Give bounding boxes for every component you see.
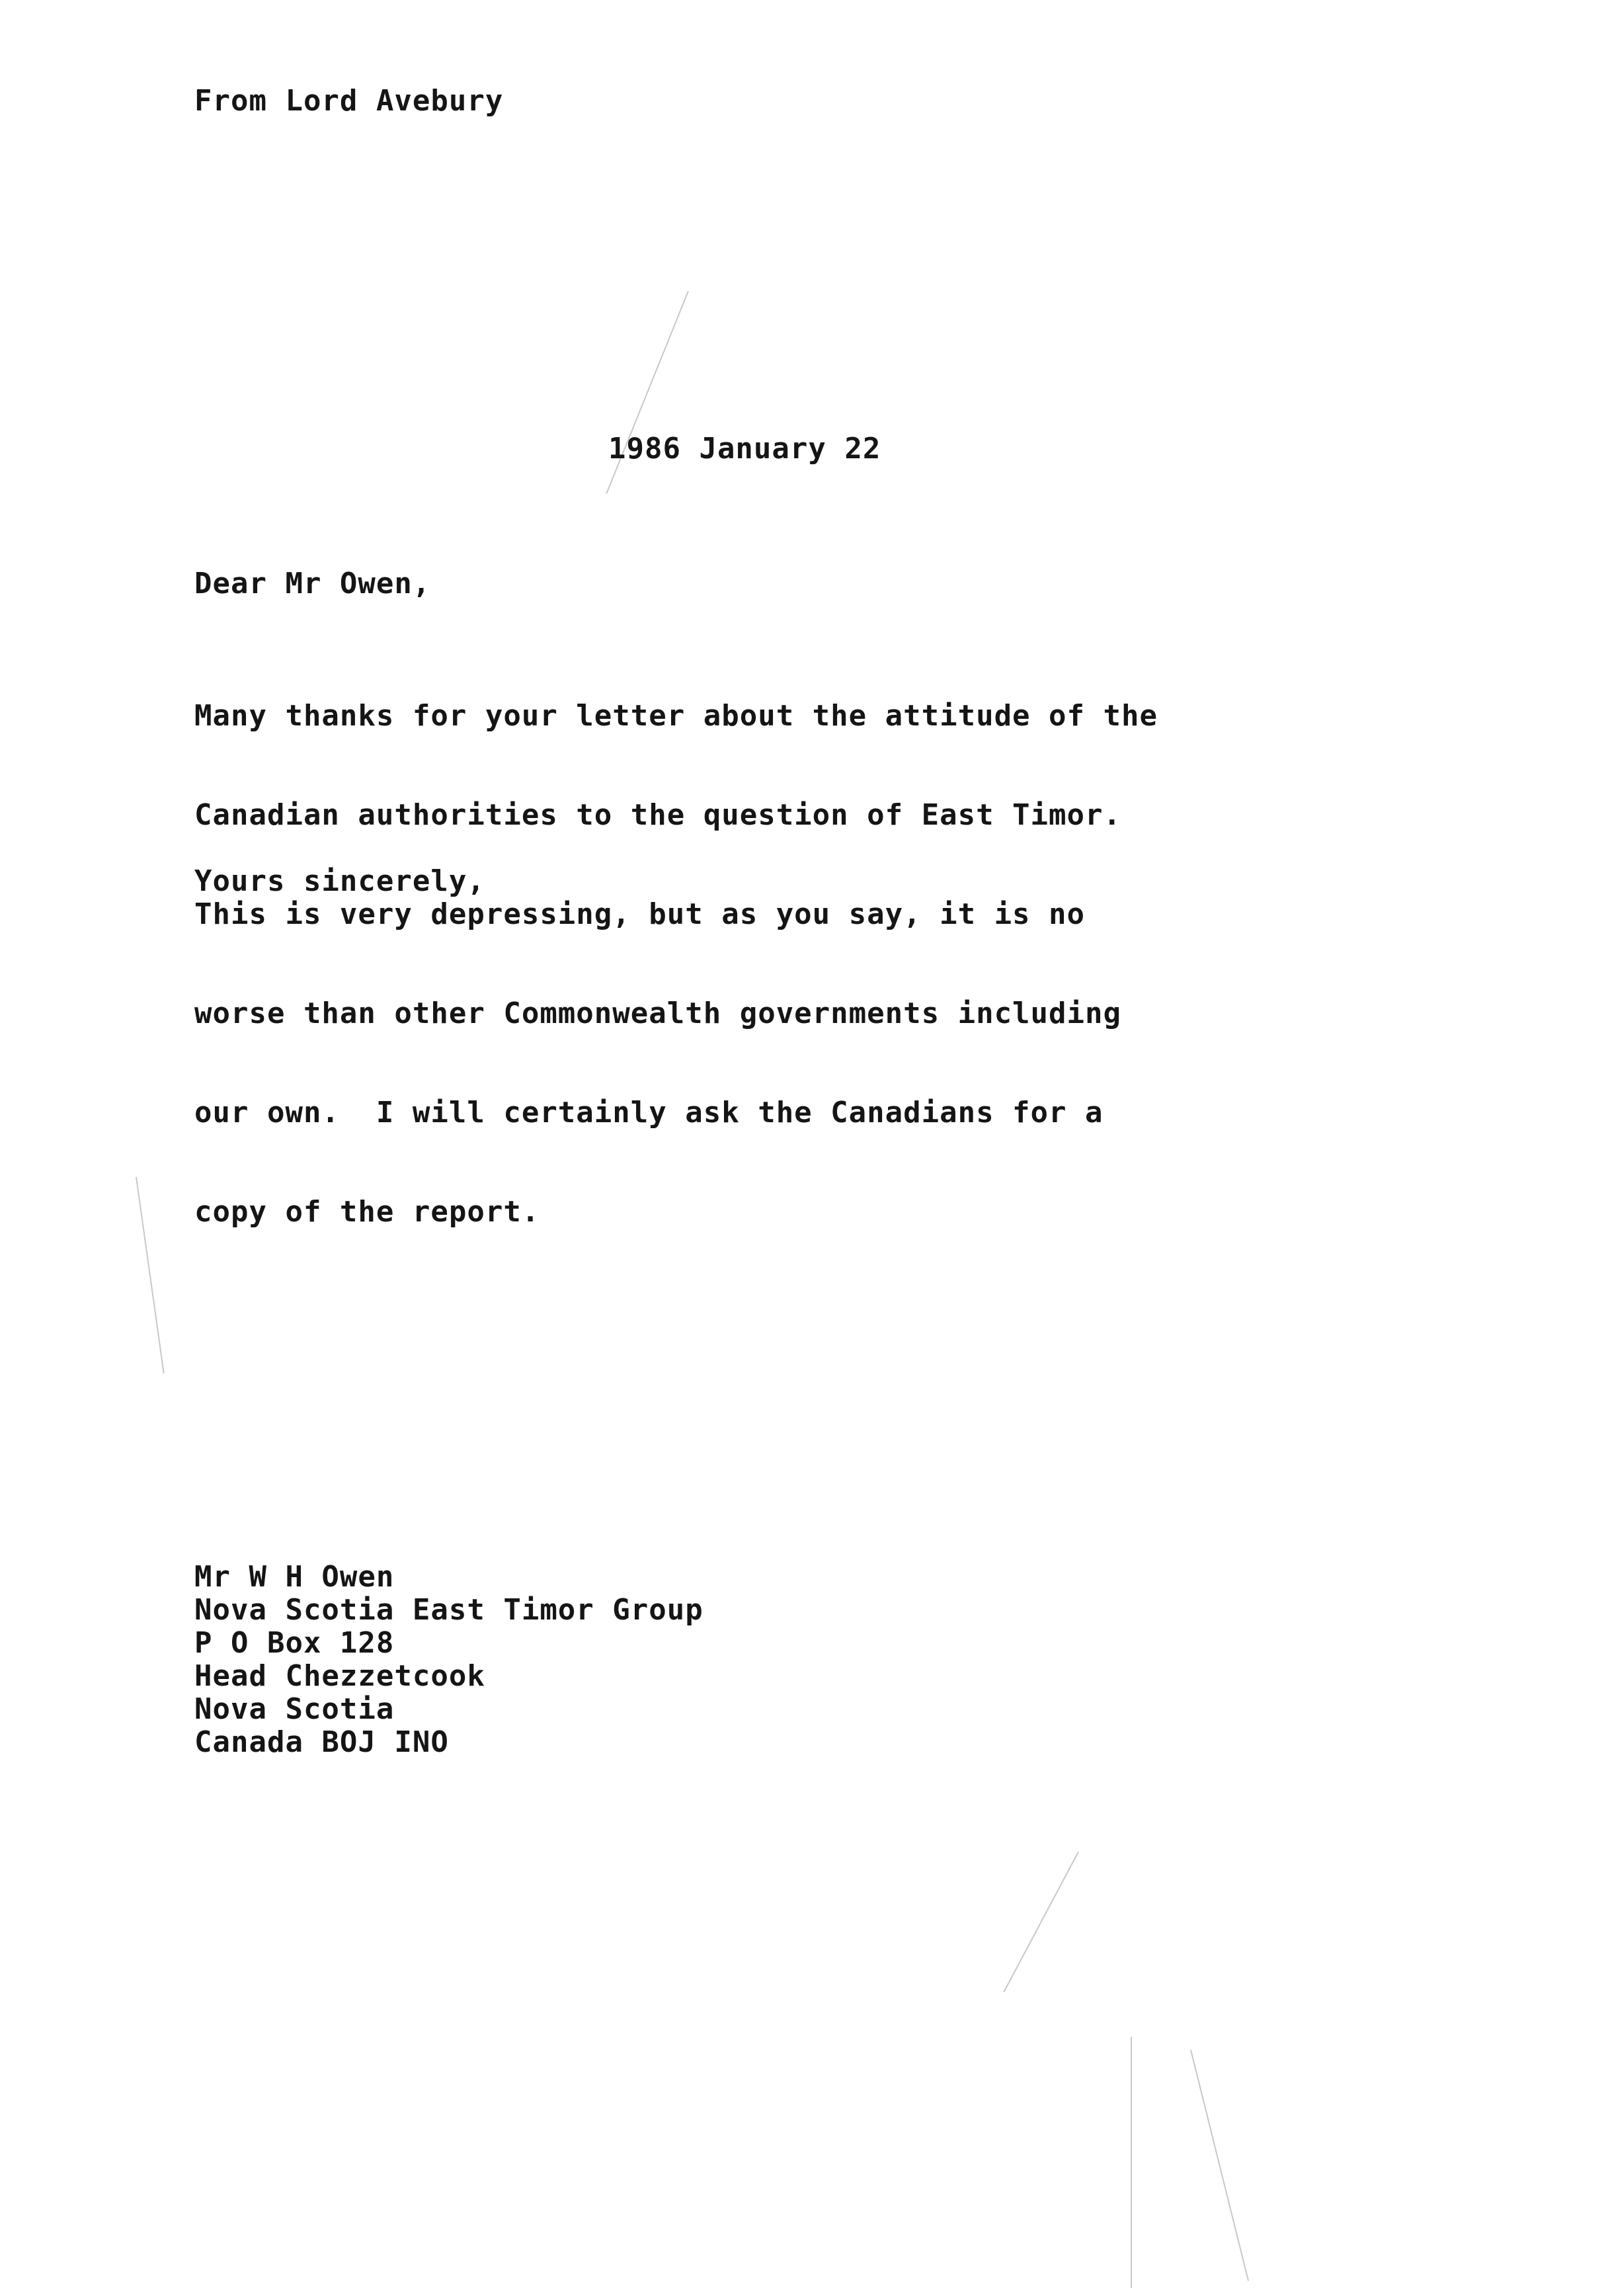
letter-date: 1986 January 22	[608, 432, 881, 466]
closing: Yours sincerely,	[194, 864, 485, 898]
salutation: Dear Mr Owen,	[194, 567, 431, 600]
body-line: our own. I will certainly ask the Canadians for a	[194, 1096, 1104, 1129]
scan-artifact	[1190, 2050, 1249, 2281]
body-line: Canadian authorities to the question of East Timor.	[194, 798, 1122, 832]
letter-body	[194, 634, 1158, 1295]
address-line: P O Box 128	[194, 1626, 395, 1660]
recipient-address	[194, 1561, 704, 1759]
address-line: Canada BOJ INO	[194, 1725, 449, 1759]
scan-artifact	[136, 1177, 165, 1374]
address-line: Nova Scotia	[194, 1692, 395, 1726]
body-line: This is very depressing, but as you say, it is no	[194, 897, 1086, 931]
body-line: worse than other Commonwealth governments including	[194, 997, 1122, 1030]
scan-artifact	[1131, 2037, 1132, 2288]
body-line: Many thanks for your letter about the attitude of the	[194, 699, 1158, 733]
address-line: Head Chezzetcook	[194, 1659, 485, 1693]
address-line: Mr W H Owen	[194, 1560, 395, 1594]
scan-artifact	[1003, 1852, 1078, 1992]
body-line: copy of the report.	[194, 1195, 540, 1229]
address-line: Nova Scotia East Timor Group	[194, 1593, 704, 1627]
sender-line: From Lord Avebury	[194, 84, 504, 118]
